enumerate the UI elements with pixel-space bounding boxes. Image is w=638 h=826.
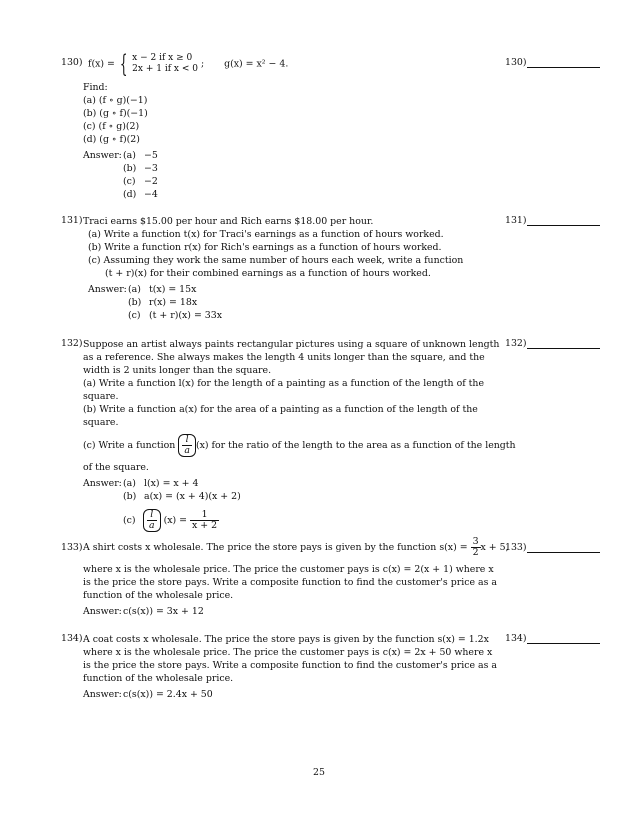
answer-block bbox=[83, 149, 383, 201]
answer-value: −3 bbox=[143, 163, 158, 174]
problem-stem: Traci earns $15.00 per hour and Rich earns $18.00 per hour. bbox=[83, 216, 374, 227]
answer-c-row bbox=[83, 503, 503, 537]
part-a: (a) Write a function t(x) for Traci's earnings as a function of hours worked. bbox=[88, 229, 444, 240]
fraction-denominator: a bbox=[184, 444, 190, 456]
problem-number: 130) bbox=[61, 57, 83, 68]
answer-value: −4 bbox=[143, 189, 158, 200]
answer-value: r(x) = 18x bbox=[148, 297, 198, 308]
ratio-parentheses bbox=[178, 434, 196, 457]
answer-value: −5 bbox=[143, 150, 158, 161]
answer-blank-line[interactable] bbox=[527, 552, 600, 553]
function-definitions bbox=[88, 52, 498, 78]
piecewise-brace: { bbox=[119, 50, 128, 78]
fraction-numerator: 3 bbox=[472, 535, 479, 547]
fraction-numerator: l bbox=[182, 435, 192, 446]
answer-blank-number: 132) bbox=[505, 338, 527, 349]
fraction-denominator: x + 2 bbox=[192, 519, 218, 531]
answer-value: l(x) = x + 4 bbox=[143, 478, 199, 489]
answer-blank-line[interactable] bbox=[527, 643, 600, 644]
piece-2: 2x + 1 if x < 0 bbox=[132, 64, 198, 74]
part-a: (a) (f ∘ g)(−1) bbox=[83, 95, 148, 106]
part-d: (d) (g ∘ f)(2) bbox=[83, 134, 140, 145]
problem-number: 133) bbox=[61, 542, 83, 553]
answer-part: (b) bbox=[123, 163, 137, 174]
answer-label: Answer: bbox=[83, 150, 122, 161]
answer-part: (a) bbox=[123, 150, 136, 161]
piece-1: x − 2 if x ≥ 0 bbox=[132, 53, 193, 63]
fraction-numerator: l bbox=[147, 510, 157, 521]
answer-part: (c) bbox=[123, 176, 136, 187]
problem-number: 132) bbox=[61, 338, 83, 349]
problem-number: 131) bbox=[61, 215, 83, 226]
find-label: Find: bbox=[83, 82, 108, 93]
answer-blank-number: 134) bbox=[505, 633, 527, 644]
stem-text: A shirt costs x wholesale. The price the store pays is given by the function s(x) = bbox=[83, 541, 468, 553]
part-c-tail: of the square. bbox=[83, 462, 149, 473]
answer-label: Answer: bbox=[88, 284, 127, 295]
answer-part: (c) bbox=[123, 514, 136, 526]
ratio-fraction bbox=[182, 435, 192, 456]
ratio-parentheses bbox=[143, 509, 161, 532]
answer-block bbox=[83, 605, 503, 618]
answer-value: (t + r)(x) = 33x bbox=[148, 310, 222, 321]
answer-block bbox=[83, 477, 503, 537]
answer-part: (b) bbox=[128, 297, 142, 308]
problem-body bbox=[83, 535, 509, 618]
g-definition: g(x) = x² − 4. bbox=[224, 58, 289, 70]
answer-value: t(x) = 15x bbox=[148, 284, 197, 295]
answer-value: c(s(x)) = 3x + 12 bbox=[123, 606, 204, 617]
answer-label: Answer: bbox=[83, 689, 122, 700]
answer-blank-line[interactable] bbox=[527, 348, 600, 349]
answer-value: c(s(x)) = 2.4x + 50 bbox=[123, 689, 213, 700]
part-c-continued: (t + r)(x) for their combined earnings as a function of hours worked. bbox=[105, 268, 431, 279]
stem-fraction bbox=[471, 537, 481, 558]
part-b: (b) Write a function r(x) for Rich's earnings as a function of hours worked. bbox=[88, 242, 442, 253]
problem-stem: Suppose an artist always paints rectangular pictures using a square of unknown length as a reference. She always makes the length 4 units longer than the square, and the width is 2 units longer than the square. bbox=[83, 339, 500, 376]
answer-part: (d) bbox=[123, 189, 137, 200]
fraction-numerator: 1 bbox=[190, 510, 219, 521]
part-b: (b) (g ∘ f)(−1) bbox=[83, 108, 148, 119]
answer-blank-number: 133) bbox=[505, 542, 527, 553]
f-label: f(x) = bbox=[88, 58, 115, 70]
problem-body bbox=[83, 633, 503, 701]
answer-value: (x) = bbox=[163, 514, 188, 526]
problem-body bbox=[83, 215, 498, 322]
page-number: 25 bbox=[313, 767, 325, 778]
answer-fraction bbox=[190, 510, 219, 531]
problem-stem: A coat costs x wholesale. The price the store pays is given by the function s(x) = 1.2x where x is the wholesale price. The price the customer pays is c(x) = 2x + 50 where x is the price the store pays. Write a composite function to find the customer's price as a function of the wholesale price. bbox=[83, 634, 497, 684]
part-b: (b) Write a function a(x) for the area of a painting as a function of the length of the square. bbox=[83, 404, 478, 428]
part-c: (c) (f ∘ g)(2) bbox=[83, 121, 140, 132]
answer-part: (a) bbox=[128, 284, 141, 295]
fraction-denominator: 2 bbox=[472, 546, 479, 558]
part-c: (c) Assuming they work the same number of hours each week, write a function bbox=[88, 255, 464, 266]
ratio-fraction bbox=[147, 510, 157, 531]
separator: ; bbox=[200, 58, 205, 70]
part-c-text: (c) Write a function bbox=[83, 439, 176, 451]
answer-blank-line[interactable] bbox=[527, 225, 600, 226]
answer-part: (b) bbox=[123, 491, 137, 502]
answer-block bbox=[88, 283, 498, 322]
answer-blank-number: 131) bbox=[505, 215, 527, 226]
problem-stem-continued: where x is the wholesale price. The price the customer pays is c(x) = 2(x + 1) where x is the price the store pays. Write a composite function to find the customer's price as a function of the wholesale price. bbox=[83, 564, 497, 601]
answer-blank-number: 130) bbox=[505, 57, 527, 68]
answer-block bbox=[83, 688, 503, 701]
answer-blank-line[interactable] bbox=[527, 67, 600, 68]
answer-label: Answer: bbox=[83, 606, 122, 617]
stem-text-continued: x + 5, bbox=[480, 541, 509, 553]
answer-value: −2 bbox=[143, 176, 158, 187]
problem-number: 134) bbox=[61, 633, 83, 644]
problem-body bbox=[83, 50, 498, 200]
answer-part: (c) bbox=[128, 310, 141, 321]
part-c bbox=[83, 429, 516, 461]
answer-label: Answer: bbox=[83, 478, 122, 489]
fraction-denominator: a bbox=[149, 519, 155, 531]
part-a: (a) Write a function l(x) for the length of a painting as a function of the length of the square. bbox=[83, 378, 485, 402]
piecewise bbox=[132, 53, 198, 75]
answer-part: (a) bbox=[123, 478, 136, 489]
problem-stem bbox=[83, 535, 509, 559]
answer-value: a(x) = (x + 4)(x + 2) bbox=[143, 491, 241, 502]
part-c-text-continued: (x) for the ratio of the length to the area as a function of the length bbox=[195, 439, 516, 451]
